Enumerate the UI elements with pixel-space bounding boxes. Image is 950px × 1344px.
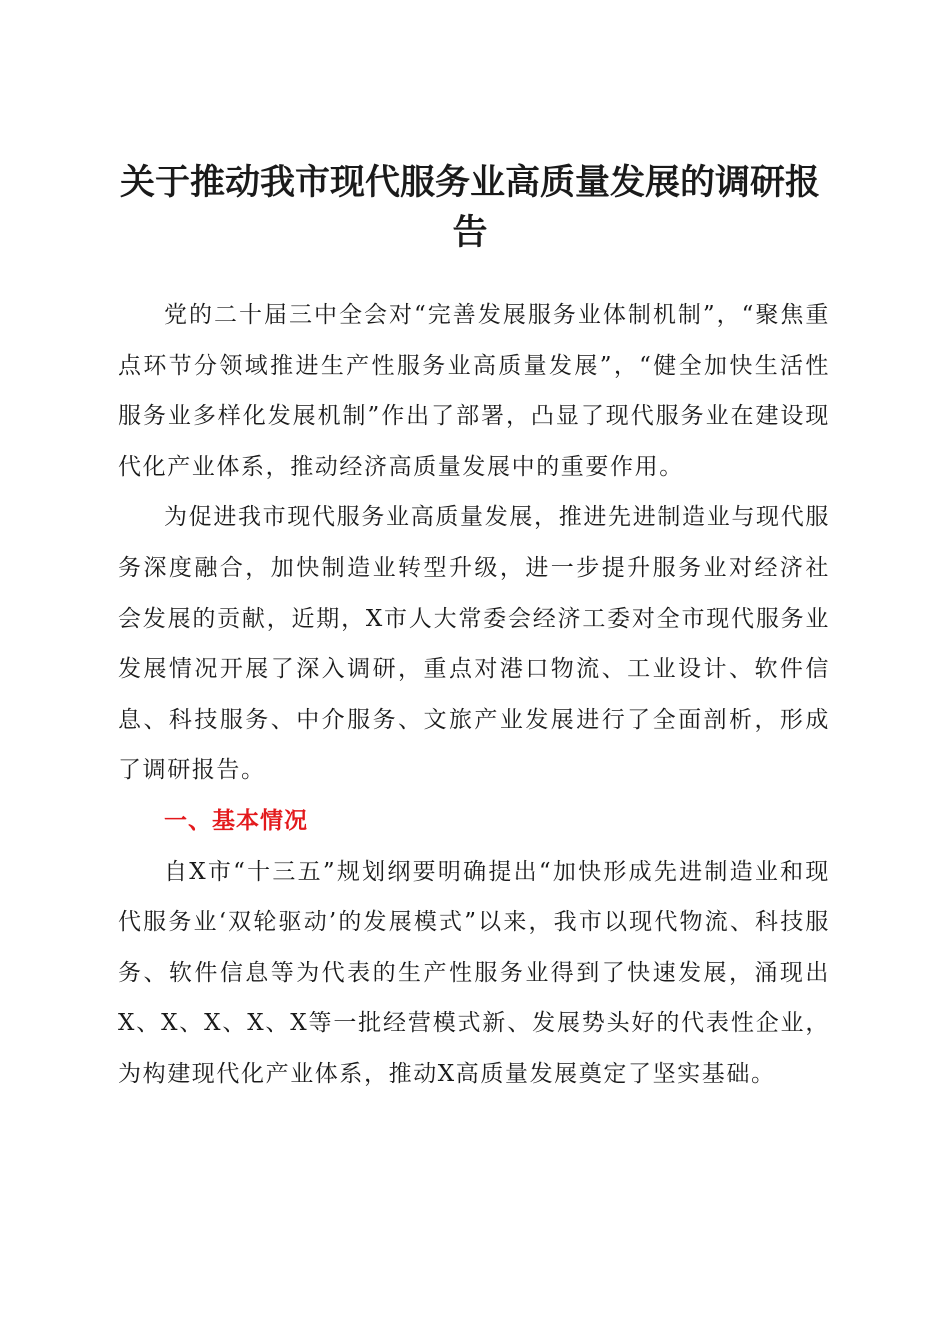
document-body xyxy=(118,290,830,1100)
document-title: 关于推动我市现代服务业高质量发展的调研报告 xyxy=(119,162,820,253)
paragraph-basic-situation: 自X市“十三五”规划纲要明确提出“加快形成先进制造业和现代服务业‘双轮驱动’的发展模式”以来，我市以现代物流、科技服务、软件信息等为代表的生产性服务业得到了快速发展，涌现出X、X、X、X、X等一批经营模式新、发展势头好的代表性企业，为构建现代化产业体系，推动X高质量发展奠定了坚实基础。 xyxy=(118,858,830,1087)
section-heading: 一、基本情况 xyxy=(164,807,308,834)
paragraph-intro: 党的二十届三中全会对“完善发展服务业体制机制”，“聚焦重点环节分领域推进生产性服务业高质量发展”，“健全加快生活性服务业多样化发展机制”作出了部署，凸显了现代服务业在建设现代化产业体系，推动经济高质量发展中的重要作用。 xyxy=(118,302,830,480)
paragraph-purpose: 为促进我市现代服务业高质量发展，推进先进制造业与现代服务深度融合，加快制造业转型升级，进一步提升服务业对经济社会发展的贡献，近期，X市人大常委会经济工委对全市现代服务业发展情况开展了深入调研，重点对港口物流、工业设计、软件信息、科技服务、中介服务、文旅产业发展进行了全面剖析，形成了调研报告。 xyxy=(118,504,830,784)
